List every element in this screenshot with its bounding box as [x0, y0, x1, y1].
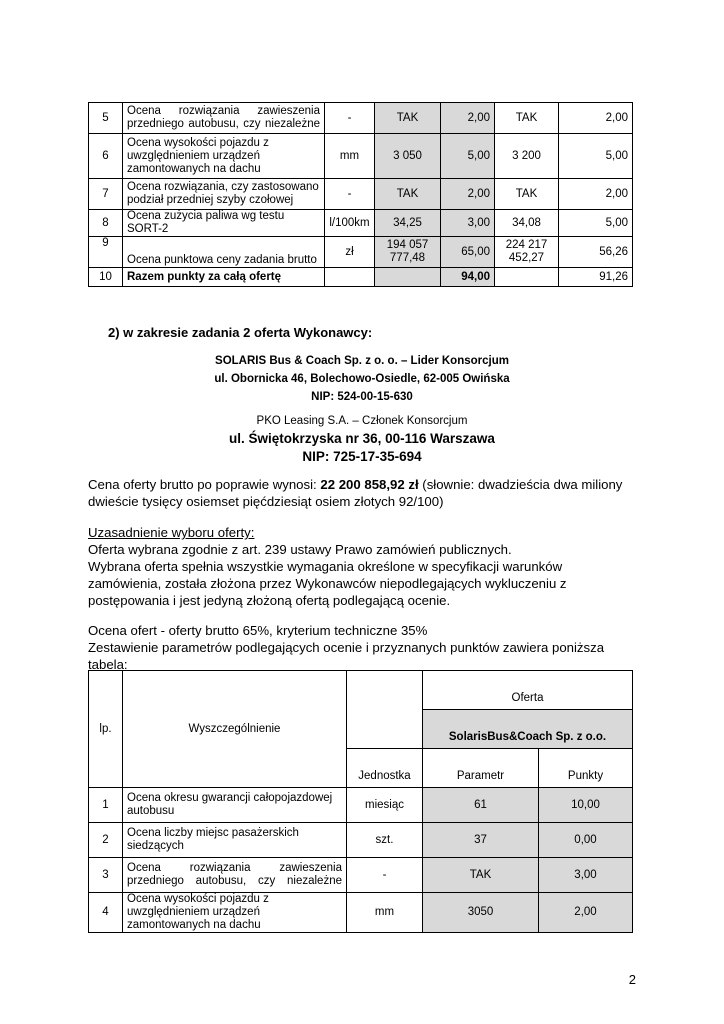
table-row — [89, 893, 633, 933]
contractor-leader — [0, 352, 724, 406]
row-description: Ocena punktowa ceny zadania brutto — [123, 237, 325, 268]
contractor-member-name: PKO Leasing S.A. – Członek Konsorcjum — [256, 415, 468, 427]
evaluation-table-task2 — [88, 670, 633, 933]
evaluation-table-task1 — [88, 102, 633, 287]
row-points: 0,00 — [539, 823, 633, 858]
price-value: 22 200 858,92 zł — [320, 477, 419, 492]
row-param-1: 194 057 777,48 — [375, 237, 441, 268]
header-parameter: Parametr — [423, 749, 539, 788]
page-number: 2 — [628, 972, 636, 987]
contractor-leader-name: SOLARIS Bus & Coach Sp. z o. o. – Lider Konsorcjum — [215, 355, 509, 367]
row-points-2: 2,00 — [559, 179, 633, 210]
row-description: Ocena wysokości pojazdu z uwzględnieniem urządzeń zamontowanych na dachu — [123, 134, 325, 179]
row-unit: miesiąc — [347, 788, 423, 823]
row-number: 5 — [89, 103, 123, 134]
row-description: Ocena rozwiązania zawieszenia przedniego autobusu, czy niezależne — [123, 858, 347, 893]
table-row — [89, 823, 633, 858]
row-description: Ocena liczby miejsc pasażerskich siedzących — [123, 823, 347, 858]
row-points-1: 5,00 — [441, 134, 495, 179]
row-number: 6 — [89, 134, 123, 179]
row-param-1 — [375, 268, 441, 287]
row-unit: - — [325, 103, 375, 134]
header-points: Punkty — [539, 749, 633, 788]
contractor-leader-nip: NIP: 524-00-15-630 — [311, 391, 413, 403]
row-points-1: 65,00 — [441, 237, 495, 268]
table-row — [89, 179, 633, 210]
table-row — [89, 103, 633, 134]
row-unit: - — [325, 179, 375, 210]
header-lp: lp. — [89, 671, 123, 788]
row-number: 3 — [89, 858, 123, 893]
row-points: 10,00 — [539, 788, 633, 823]
row-param-2: 34,08 — [495, 210, 559, 237]
row-param-1: 3 050 — [375, 134, 441, 179]
row-points-1: 3,00 — [441, 210, 495, 237]
row-description: Ocena wysokości pojazdu z uwzględnieniem urządzeń zamontowanych na dachu — [123, 893, 347, 933]
table-header-row — [89, 671, 633, 710]
row-number: 4 — [89, 893, 123, 933]
row-description: Razem punkty za całą ofertę — [123, 268, 325, 287]
table-row — [89, 134, 633, 179]
criteria-line-1: Ocena ofert - oferty brutto 65%, kryterium techniczne 35% — [88, 623, 428, 638]
criteria — [88, 622, 636, 673]
justification-title: Uzasadnienie wyboru oferty: — [88, 525, 255, 540]
row-description: Ocena rozwiązania, czy zastosowano podział przedniej szyby czołowej — [123, 179, 325, 210]
price-prefix: Cena oferty brutto po poprawie wynosi: — [88, 477, 321, 492]
table-row — [89, 237, 633, 268]
row-unit: szt. — [347, 823, 423, 858]
contractor-member — [0, 412, 724, 466]
row-param-1: TAK — [375, 179, 441, 210]
criteria-line-2: Zestawienie parametrów podlegających ocenie i przyznanych punktów zawiera poniższa tabela: — [88, 640, 605, 672]
row-param-2: TAK — [495, 103, 559, 134]
row-number: 9 — [89, 237, 123, 268]
row-description: Ocena rozwiązania zawieszenia przedniego autobusu, czy niezależne — [123, 103, 325, 134]
row-unit — [325, 268, 375, 287]
row-parameter: 61 — [423, 788, 539, 823]
header-offer: Oferta — [423, 671, 633, 710]
row-points-1: 2,00 — [441, 103, 495, 134]
justification — [88, 524, 636, 609]
row-param-2: TAK — [495, 179, 559, 210]
row-points-2: 5,00 — [559, 134, 633, 179]
price-words: (słownie: dwadzieścia dwa miliony dwieście tysięcy osiemset pięćdziesiąt osiem złotych 92/100) — [88, 477, 623, 509]
contractor-member-nip: NIP: 725-17-35-694 — [302, 449, 422, 464]
row-unit: zł — [325, 237, 375, 268]
row-points-2: 91,26 — [559, 268, 633, 287]
row-unit: mm — [347, 893, 423, 933]
row-param-2 — [495, 268, 559, 287]
row-points-1: 2,00 — [441, 179, 495, 210]
table-row-total — [89, 268, 633, 287]
row-points-1: 94,00 — [441, 268, 495, 287]
row-param-2: 224 217 452,27 — [495, 237, 559, 268]
header-description: Wyszczególnienie — [123, 671, 347, 788]
row-number: 1 — [89, 788, 123, 823]
justification-line-2: Wybrana oferta spełnia wszystkie wymagania określone w specyfikacji warunków zamówienia, została złożona przez Wykonawców niepodlegających wykluczeniu z postępowania i jest jedyną złożoną ofertą podlegającą ocenie. — [88, 559, 567, 608]
row-parameter: TAK — [423, 858, 539, 893]
section-heading: 2) w zakresie zadania 2 oferta Wykonawcy: — [108, 325, 373, 340]
row-number: 7 — [89, 179, 123, 210]
row-parameter: 3050 — [423, 893, 539, 933]
header-empty — [347, 671, 423, 749]
contractor-member-address: ul. Świętokrzyska nr 36, 00-116 Warszawa — [229, 431, 495, 446]
row-param-1: 34,25 — [375, 210, 441, 237]
row-param-1: TAK — [375, 103, 441, 134]
header-offerer: SolarisBus&Coach Sp. z o.o. — [423, 710, 633, 749]
row-param-2: 3 200 — [495, 134, 559, 179]
row-number: 2 — [89, 823, 123, 858]
row-description: Ocena zużycia paliwa wg testu SORT-2 — [123, 210, 325, 237]
row-points: 2,00 — [539, 893, 633, 933]
row-number: 10 — [89, 268, 123, 287]
justification-line-1: Oferta wybrana zgodnie z art. 239 ustawy Prawo zamówień publicznych. — [88, 542, 512, 557]
row-parameter: 37 — [423, 823, 539, 858]
row-unit: - — [347, 858, 423, 893]
price-paragraph — [88, 476, 636, 510]
row-points-2: 56,26 — [559, 237, 633, 268]
table-row — [89, 858, 633, 893]
contractor-leader-address: ul. Obornicka 46, Bolechowo-Osiedle, 62-005 Owińska — [214, 373, 510, 385]
header-unit: Jednostka — [347, 749, 423, 788]
row-points-2: 2,00 — [559, 103, 633, 134]
row-description: Ocena okresu gwarancji całopojazdowej autobusu — [123, 788, 347, 823]
row-number: 8 — [89, 210, 123, 237]
row-unit: mm — [325, 134, 375, 179]
row-points: 3,00 — [539, 858, 633, 893]
table-row — [89, 210, 633, 237]
row-unit: l/100km — [325, 210, 375, 237]
row-points-2: 5,00 — [559, 210, 633, 237]
table-row — [89, 788, 633, 823]
